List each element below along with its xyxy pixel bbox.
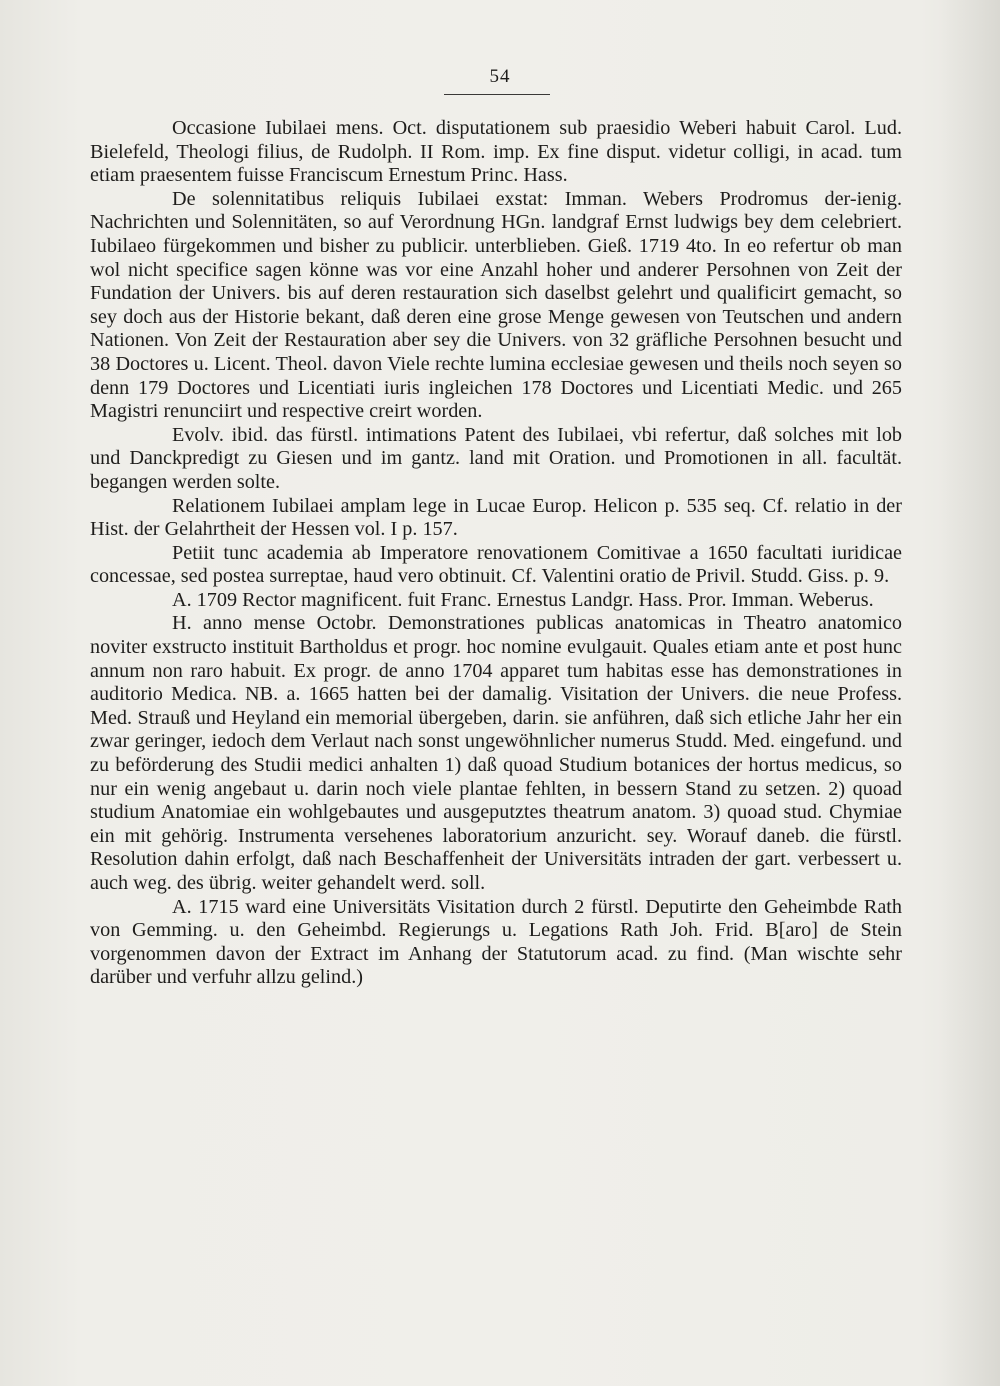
- paragraph-solennitatibus: De solennitatibus reliquis Iubilaei exstat: Imman. Webers Prodromus der-ienig. Nachrichten und Solennitäten, so auf Verordnung HGn. landgraf Ernst ludwigs bey dem celebriert. Iubilaeo fürgekommen und bisher zu publicir. unterblieben. Gieß. 1719 4to. In eo refertur ob man wol nicht specifice sagen könne was vor eine Anzahl hoher und anderer Persohnen von Zeit der Fundation der Univers. bis auf deren restauration sich daselbst gelehrt und qualificirt gemacht, so sey doch aus der Historie bekant, daß deren eine grose Menge gewesen von Teutschen und andern Nationen. Von Zeit der Restauration aber sey die Univers. von 32 gräfliche Persohnen besucht und 38 Doctores u. Licent. Theol. davon Viele rechte lumina ecclesiae gewesen und theils noch seyen so denn 179 Doctores und Licentiati iuris ingleichen 178 Doctores und Licentiati Medic. und 265 Magistri renunciirt und respective creirt worden.: [90, 187, 902, 423]
- paragraph-evolv: Evolv. ibid. das fürstl. intimations Patent des Iubilaei, vbi refertur, daß solches mit lob und Danckpredigt zu Giesen und im gantz. land mit Oration. und Promotionen in all. facultät. begangen werden solte.: [90, 423, 902, 493]
- paragraph-1709: A. 1709 Rector magnificent. fuit Franc. Ernestus Landgr. Hass. Pror. Imman. Weberus.: [172, 588, 874, 611]
- paragraph-anatomicas: H. anno mense Octobr. Demonstrationes publicas anatomicas in Theatro anatomico noviter exstructo instituit Bartholdus et progr. hoc nomine evulgauit. Quales etiam ante et post hunc annum non raro habuit. Ex progr. de anno 1704 apparet tum habitas esse has demonstrationes in auditorio Medica. NB. a. 1665 hatten bei der damalig. Visitation der Univers. die neue Profess. Med. Strauß und Heyland ein memorial übergeben, darin. sie anführen, daß sich etliche Jahr her ein zwar geringer, iedoch dem Verlaut nach sonst ungewöhnlicher numerus Studd. Med. eingefund. und zu beförderung des Studii medici anhalten 1) daß quoad Studium botanices der hortus medicus, so nur ein wenig angebaut u. darin noch viele plantae fehlten, in bessern Stand zu setzen. 2) quoad studium Anatomiae ein wohlgebautes und ausgeputztes theatrum anatom. 3) quoad stud. Chymiae ein mit gehörig. Instrumenta versehenes laboratorium anzuricht. sey. Worauf daneb. die fürstl. Resolution dahin erfolgt, daß nach Beschaffenheit der Universitäts intraden der gart. verbessert u. auch weg. des übrig. weiter gehandelt werd. soll.: [90, 612, 902, 894]
- paragraph-occasione: Occasione Iubilaei mens. Oct. disputationem sub praesidio Weberi habuit Carol. Lud. Bielefeld, Theologi filius, de Rudolph. II Rom. imp. Ex fine disput. videtur colligi, in acad. tum etiam praesentem fuisse Franciscum Ernestum Princ. Hass.: [90, 117, 902, 187]
- text-body: [90, 117, 902, 990]
- paragraph-relationem: Relationem Iubilaei amplam lege in Lucae Europ. Helicon p. 535 seq. Cf. relatio in der Hist. der Gelahrtheit der Hessen vol. I p. 157.: [90, 494, 902, 541]
- page-number: 54: [489, 66, 511, 87]
- page-edge-shadow: [940, 0, 1000, 1386]
- paragraph-petiit: Petiit tunc academia ab Imperatore renovationem Comitivae a 1650 facultati iuridicae concessae, sed postea surreptae, haud vero obtinuit. Cf. Valentini oratio de Privil. Studd. Giss. p. 9.: [90, 541, 902, 588]
- page-number-rule: [444, 94, 550, 95]
- paragraph-1715: A. 1715 ward eine Universitäts Visitation durch 2 fürstl. Deputirte den Geheimbde Rath von Gemming. u. den Geheimbd. Regierungs u. Legations Rath Joh. Frid. B[aro] de Stein vorgenommen davon der Extract im Anhang der Statutorum acad. zu find. (Man wischte sehr darüber und verfuhr allzu gelind.): [90, 895, 902, 989]
